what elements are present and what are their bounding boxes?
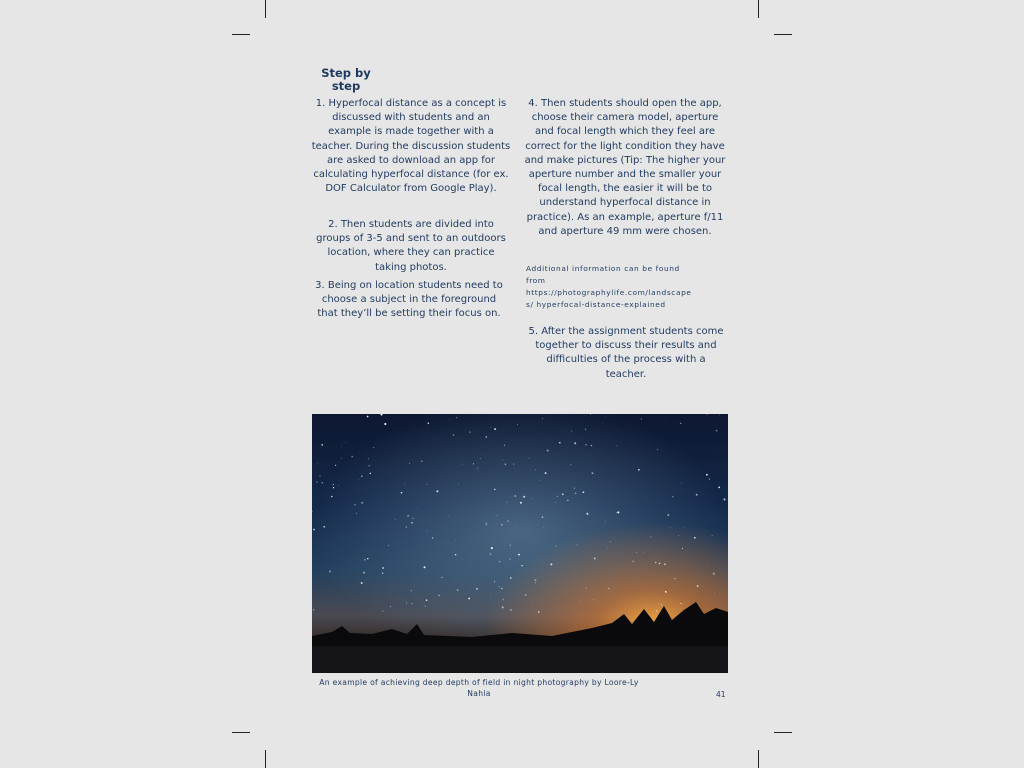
heading-line-1: Step by xyxy=(321,66,371,80)
crop-mark xyxy=(774,732,792,733)
additional-info xyxy=(526,263,726,311)
crop-mark xyxy=(265,750,266,768)
step-4-text: 4. Then students should open the app, choose their camera model, aperture and focal length which they feel are correct for the light condition they have and make pictures (Tip: The higher your aperture number and the smaller your focal length, the easier it will be to understand hyperfocal distance in practice). As an example, aperture f/11 and aperture 49 mm were chosen. xyxy=(524,98,726,237)
step-1-text: 1. Hyperfocal distance as a concept is discussed with students and an example is made together with a teacher. During the discussion students are asked to download an app for calculating hyperfocal distance (for ex. DOF Calculator from Google Play). xyxy=(311,98,511,195)
heading-line-2: step xyxy=(331,79,361,93)
crop-mark xyxy=(232,34,250,35)
additional-info-link-line-2: s/ hyperfocal-distance-explained xyxy=(526,300,666,309)
additional-info-link-line-1: https://photographylife.com/landscape xyxy=(526,288,692,297)
crop-mark xyxy=(774,34,792,35)
step-2-text: 2. Then students are divided into groups of 3-5 and sent to an outdoors location, where they can practice taking photos. xyxy=(316,219,506,273)
crop-mark xyxy=(232,732,250,733)
night-sky-photo xyxy=(312,414,728,673)
photo-caption: An example of achieving deep depth of field in night photography by Loore-Ly Nahla xyxy=(319,678,639,698)
page-number: 41 xyxy=(716,690,726,699)
additional-info-line-2: from xyxy=(526,276,546,285)
night-sky-illustration xyxy=(312,414,728,673)
crop-mark xyxy=(265,0,266,18)
section-heading xyxy=(318,67,374,93)
crop-mark xyxy=(758,0,759,18)
step-5-text: 5. After the assignment students come together to discuss their results and difficulties of the process with a teacher. xyxy=(528,326,724,380)
additional-info-line-1: Additional information can be found xyxy=(526,264,680,273)
crop-mark xyxy=(758,750,759,768)
step-3-text: 3. Being on location students need to choose a subject in the foreground that they’ll be setting their focus on. xyxy=(315,280,503,320)
